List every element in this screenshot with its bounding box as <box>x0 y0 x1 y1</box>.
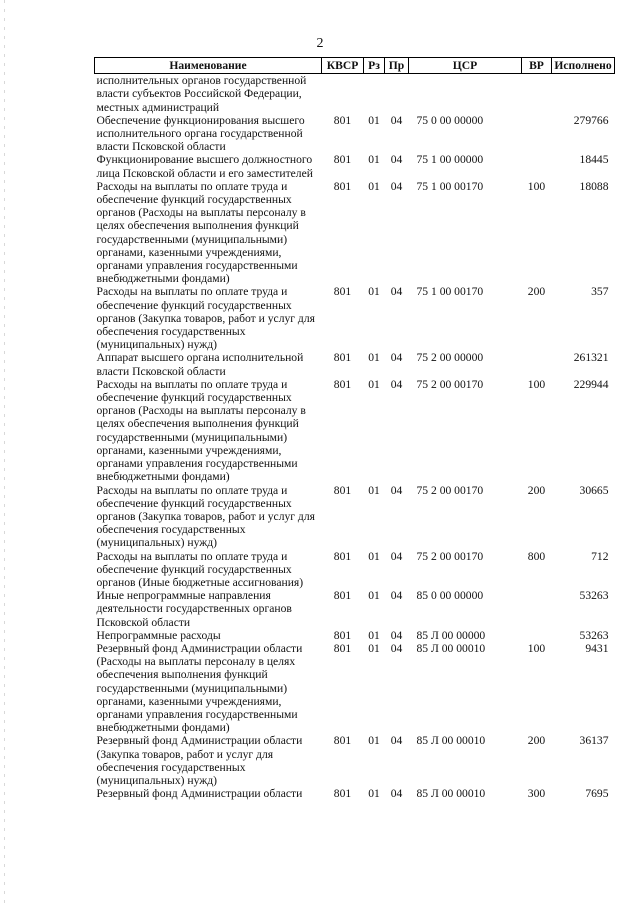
cell-executed <box>552 74 615 114</box>
cell-vr: 800 <box>527 549 546 563</box>
cell-rz: 01 <box>368 113 380 127</box>
cell-csr: 75 2 00 00000 <box>416 351 484 365</box>
cell-name: Расходы на выплаты по оплате труда и обеспечение функций государственных органов (Расходы на выплаты персоналу в целях обеспечения выполнения функций государственными (муниципальными) органами, казенными учреждениями, органами управления государственными внебюджетными фондами) <box>96 377 306 484</box>
cell-csr: 85 Л 00 00000 <box>416 628 486 642</box>
cell-vr: 200 <box>527 734 546 748</box>
cell-vr: 100 <box>527 641 546 655</box>
cell-executed: 18088 <box>579 179 609 193</box>
cell-kvsr <box>322 74 364 114</box>
cell-vr <box>522 351 552 377</box>
cell-name: Обеспечение функционирования высшего исполнительного органа государственной власти Псковской области <box>96 113 305 154</box>
cell-name: Аппарат высшего органа исполнительной власти Псковской области <box>96 351 304 378</box>
cell-csr: 85 Л 00 00010 <box>416 787 486 801</box>
header-row <box>95 58 615 74</box>
cell-name: Расходы на выплаты по оплате труда и обеспечение функций государственных органов (Расходы на выплаты персоналу в целях обеспечения выполнения функций государственными (муниципальными) органами, казенными учреждениями, органами управления государственными внебюджетными фондами) <box>96 179 306 286</box>
cell-pr: 04 <box>390 589 403 603</box>
cell-rz: 01 <box>368 628 380 642</box>
table-row <box>95 642 615 734</box>
cell-kvsr: 801 <box>333 113 352 127</box>
cell-rz: 01 <box>368 179 380 193</box>
cell-csr <box>409 74 522 114</box>
cell-rz: 01 <box>368 787 380 801</box>
cell-csr: 75 1 00 00000 <box>416 153 484 167</box>
table-row <box>95 589 615 629</box>
cell-name: исполнительных органов государственной власти субъектов Российской Федерации, местных администраций <box>96 74 307 114</box>
cell-name: Функционирование высшего должностного лица Псковской области и его заместителей <box>96 153 313 180</box>
table-row <box>95 787 615 800</box>
cell-pr: 04 <box>390 377 403 391</box>
header-csr: ЦСР <box>409 58 522 74</box>
cell-name: Расходы на выплаты по оплате труда и обеспечение функций государственных органов (Иные бюджетные ассигнования) <box>96 549 304 589</box>
cell-pr: 04 <box>390 351 403 365</box>
cell-csr: 75 0 00 00000 <box>416 113 484 127</box>
cell-csr: 75 1 00 00170 <box>416 179 484 193</box>
cell-vr <box>522 153 552 179</box>
cell-name: Резервный фонд Администрации области (Расходы на выплаты персоналу в целях обеспечения выполнения функций государственными (муниципальными) органами, казенными учреждениями, органами управления государственными внебюджетными фондами) <box>96 641 303 735</box>
cell-pr: 04 <box>390 483 403 497</box>
cell-csr: 75 2 00 00170 <box>416 549 484 563</box>
cell-csr: 85 Л 00 00010 <box>416 641 486 655</box>
cell-kvsr: 801 <box>333 589 352 603</box>
cell-kvsr: 801 <box>333 549 352 563</box>
cell-rz <box>364 74 385 114</box>
header-name: Наименование <box>95 58 322 74</box>
cell-csr: 85 Л 00 00010 <box>416 734 486 748</box>
header-vr: ВР <box>522 58 552 74</box>
cell-pr: 04 <box>390 641 403 655</box>
cell-vr: 100 <box>527 179 546 193</box>
page-number: 2 <box>316 36 324 51</box>
cell-vr <box>522 589 552 629</box>
cell-executed: 53263 <box>579 589 609 603</box>
cell-pr: 04 <box>390 787 403 801</box>
cell-kvsr: 801 <box>333 787 352 801</box>
cell-kvsr: 801 <box>333 628 352 642</box>
header-executed: Исполнено <box>552 58 615 74</box>
table-row <box>95 378 615 484</box>
cell-vr: 200 <box>527 285 546 299</box>
cell-name: Резервный фонд Администрации области (Закупка товаров, работ и услуг для обеспечения государственных (муниципальных) нужд) <box>96 734 303 787</box>
table-body <box>95 74 615 801</box>
cell-executed: 53263 <box>579 628 609 642</box>
cell-executed: 229944 <box>573 377 609 391</box>
table-row <box>95 180 615 286</box>
table-row <box>95 629 615 642</box>
cell-kvsr: 801 <box>333 179 352 193</box>
cell-rz: 01 <box>368 641 380 655</box>
cell-rz: 01 <box>368 483 380 497</box>
table-row <box>95 153 615 179</box>
cell-executed: 712 <box>591 549 609 563</box>
table-row <box>95 484 615 550</box>
cell-executed: 36137 <box>579 734 609 748</box>
budget-execution-table <box>94 57 615 800</box>
header-kvsr: КВСР <box>322 58 364 74</box>
cell-pr: 04 <box>390 549 403 563</box>
cell-csr: 85 0 00 00000 <box>416 589 484 603</box>
cell-pr: 04 <box>390 628 403 642</box>
cell-vr: 100 <box>527 377 546 391</box>
scan-edge-mark <box>4 0 5 905</box>
cell-name: Резервный фонд Администрации области <box>96 787 303 801</box>
cell-executed: 18445 <box>579 153 609 167</box>
cell-vr <box>522 74 552 114</box>
cell-pr <box>385 74 409 114</box>
cell-pr: 04 <box>390 113 403 127</box>
cell-rz: 01 <box>368 549 380 563</box>
cell-name: Непрограммные расходы <box>96 628 221 642</box>
cell-pr: 04 <box>390 285 403 299</box>
header-pr: Пр <box>385 58 409 74</box>
cell-kvsr: 801 <box>333 351 352 365</box>
cell-kvsr: 801 <box>333 734 352 748</box>
cell-pr: 04 <box>390 734 403 748</box>
cell-executed: 7695 <box>585 787 609 801</box>
table-header <box>95 58 615 74</box>
table-row <box>95 550 615 590</box>
cell-executed: 30665 <box>579 483 609 497</box>
cell-name: Расходы на выплаты по оплате труда и обеспечение функций государственных органов (Закупка товаров, работ и услуг для обеспечения государственных (муниципальных) нужд) <box>96 483 315 550</box>
cell-executed: 357 <box>591 285 609 299</box>
cell-pr: 04 <box>390 153 403 167</box>
table-row <box>95 114 615 154</box>
table-row <box>95 734 615 787</box>
cell-csr: 75 2 00 00170 <box>416 377 484 391</box>
cell-vr: 300 <box>527 787 546 801</box>
cell-executed: 9431 <box>585 641 609 655</box>
cell-rz: 01 <box>368 153 380 167</box>
cell-rz: 01 <box>368 734 380 748</box>
cell-csr: 75 1 00 00170 <box>416 285 484 299</box>
table-row <box>95 351 615 377</box>
cell-name: Расходы на выплаты по оплате труда и обеспечение функций государственных органов (Закупка товаров, работ и услуг для обеспечения государственных (муниципальных) нужд) <box>96 285 315 352</box>
header-rz: Рз <box>364 58 385 74</box>
cell-kvsr: 801 <box>333 483 352 497</box>
cell-vr <box>522 114 552 154</box>
cell-rz: 01 <box>368 285 380 299</box>
cell-rz: 01 <box>368 351 380 365</box>
table-row <box>95 285 615 351</box>
cell-executed: 279766 <box>573 113 609 127</box>
cell-vr <box>522 629 552 642</box>
cell-kvsr: 801 <box>333 641 352 655</box>
cell-name: Иные непрограммные направления деятельности государственных органов Псковской области <box>96 589 292 629</box>
cell-pr: 04 <box>390 179 403 193</box>
cell-rz: 01 <box>368 377 380 391</box>
cell-kvsr: 801 <box>333 153 352 167</box>
cell-kvsr: 801 <box>333 377 352 391</box>
cell-vr: 200 <box>527 483 546 497</box>
cell-executed: 261321 <box>573 351 609 365</box>
cell-csr: 75 2 00 00170 <box>416 483 484 497</box>
table-row <box>95 74 615 114</box>
cell-rz: 01 <box>368 589 380 603</box>
cell-kvsr: 801 <box>333 285 352 299</box>
